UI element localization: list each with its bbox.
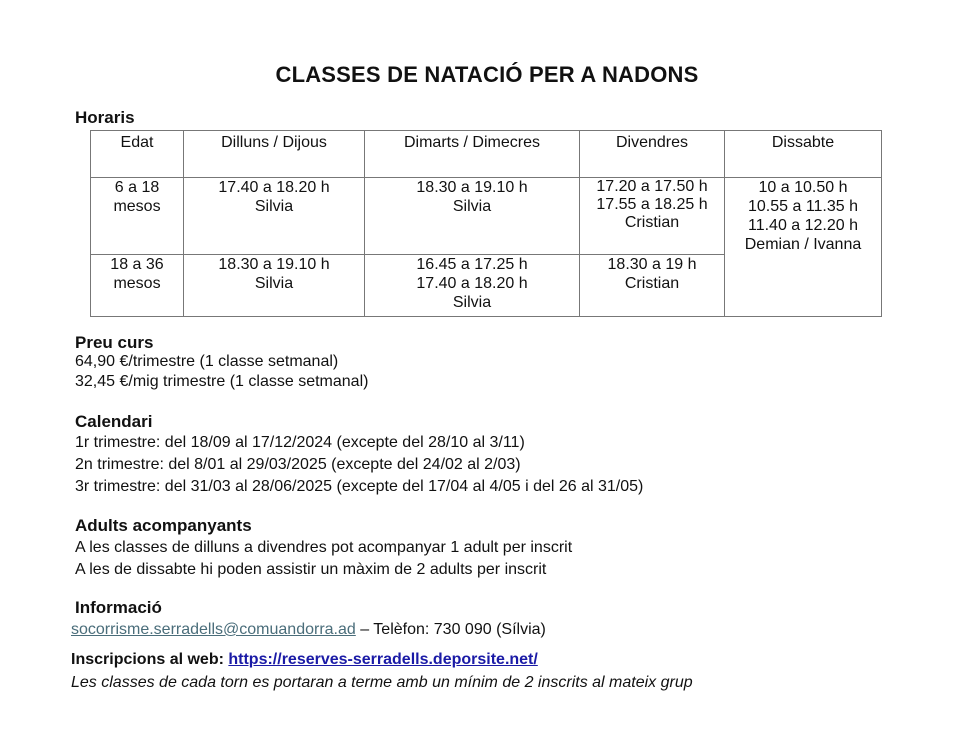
table-header-row [91,131,882,178]
inscripcions-line [71,651,538,669]
time-slot: 17.20 a 17.50 h [596,178,708,195]
instructor: Demian / Ivanna [744,236,862,253]
instructor: Cristian [624,214,680,231]
time-slot: 17.55 a 18.25 h [596,196,708,213]
signup-link[interactable]: https://reserves-serradells.deporsite.net/ [228,651,538,668]
price-line: 64,90 €/trimestre (1 classe setmanal) [75,353,339,370]
age-unit: mesos [113,275,161,292]
age-cell [91,178,184,255]
calendari-heading: Calendari [75,412,153,431]
time-slot: 10.55 a 11.35 h [747,198,859,215]
table-row [91,178,882,255]
schedule-cell [580,178,725,255]
time-slot: 10 a 10.50 h [758,179,848,196]
schedule-cell [184,178,365,255]
age-range: 18 a 36 [110,256,164,273]
instructor: Silvia [452,294,492,311]
schedule-cell [580,255,725,317]
preu-heading: Preu curs [75,333,154,352]
time-slot: 18.30 a 19.10 h [218,256,330,273]
time-slot: 18.30 a 19 h [607,256,697,273]
calendar-line: 3r trimestre: del 31/03 al 28/06/2025 (excepte del 17/04 al 4/05 i del 26 al 31/05) [75,478,644,495]
time-slot: 17.40 a 18.20 h [416,275,528,292]
price-line: 32,45 €/mig trimestre (1 classe setmanal) [75,373,369,390]
time-slot: 16.45 a 17.25 h [416,256,528,273]
informacio-heading: Informació [75,598,162,617]
inscripcions-label: Inscripcions al web: [71,651,229,668]
time-slot: 18.30 a 19.10 h [416,179,528,196]
column-header: Divendres [580,131,725,178]
age-range: 6 a 18 [114,179,160,196]
minimum-note: Les classes de cada torn es portaran a terme amb un mínim de 2 inscrits al mateix grup [71,674,693,691]
column-header: Dilluns / Dijous [184,131,365,178]
instructor: Silvia [452,198,492,215]
schedule-cell [365,255,580,317]
saturday-cell [725,178,882,317]
email-link[interactable]: socorrisme.serradells@comuandorra.ad [71,621,356,638]
column-header: Dimarts / Dimecres [365,131,580,178]
contact-line [71,621,546,639]
calendar-line: 2n trimestre: del 8/01 al 29/03/2025 (excepte del 24/02 al 2/03) [75,456,521,473]
column-header: Edat [91,131,184,178]
time-slot: 17.40 a 18.20 h [218,179,330,196]
page-title: CLASSES DE NATACIÓ PER A NADONS [275,62,699,87]
schedule-cell [365,178,580,255]
calendar-line: 1r trimestre: del 18/09 al 17/12/2024 (excepte del 28/10 al 3/11) [75,434,525,451]
age-cell [91,255,184,317]
column-header: Dissabte [725,131,882,178]
schedule-cell [184,255,365,317]
instructor: Cristian [624,275,680,292]
age-unit: mesos [113,198,161,215]
adults-line: A les classes de dilluns a divendres pot acompanyar 1 adult per inscrit [75,539,573,556]
adults-line: A les de dissabte hi poden assistir un màxim de 2 adults per inscrit [75,561,547,578]
adults-heading: Adults acompanyants [75,516,252,535]
horaris-heading: Horaris [75,108,135,127]
instructor: Silvia [254,275,294,292]
time-slot: 11.40 a 12.20 h [747,217,859,234]
phone-text: – Telèfon: 730 090 (Sílvia) [355,621,546,638]
instructor: Silvia [254,198,294,215]
schedule-table [90,130,882,317]
